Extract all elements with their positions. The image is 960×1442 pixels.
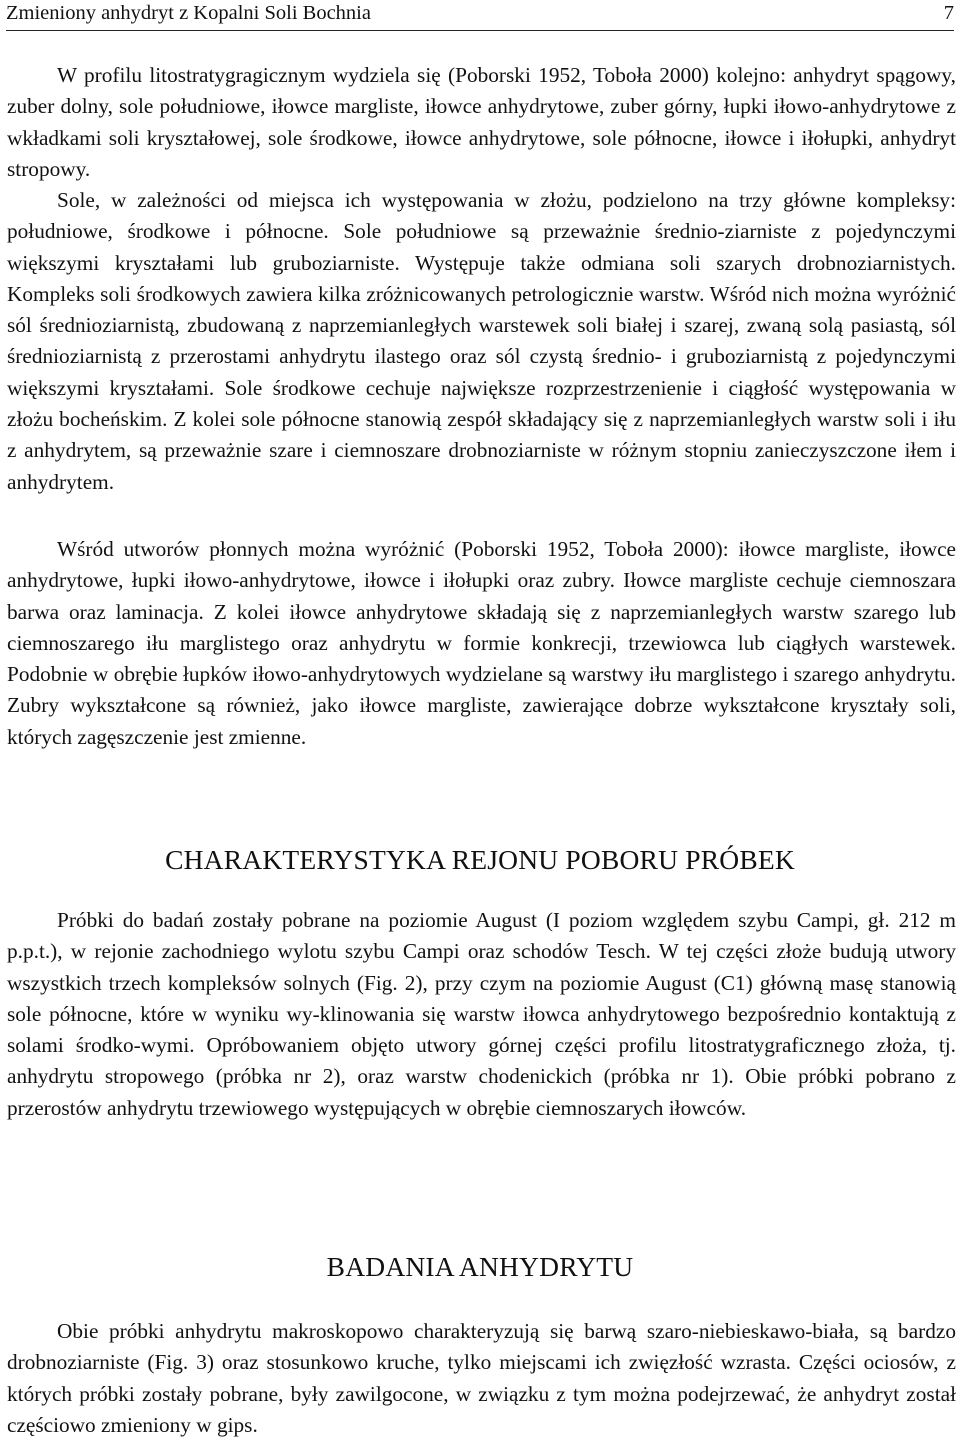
paragraph-text: Próbki do badań zostały pobrane na poziomie August (I poziom względem szybu Campi, gł. 212 m p.p.t.), w rejonie zachodniego wylotu szybu Campi oraz schodów Tesch. W tej części złoże budują utwory wszystkich trzech kompleksów solnych (Fig. 2), przy czym na poziomie August (C1) główną masę stanowią sole północne, które w wyniku wy-klinowania się warstw iłowca anhydrytowego bezpośrednio kontaktują z solami środko-wymi. Opróbowaniem objęto utwory górnej części profilu litostratygraficznego złoża, tj. anhydrytu stropowego (próbka nr 2), oraz warstw chodenickich (próbka nr 1). Obie próbki pobrano z przerostów anhydrytu trzewiowego występujących w obrębie ciemnoszarych iłowców. (7, 908, 956, 1120)
paragraph-lithostratigraphy (7, 60, 956, 185)
section-heading-anhydrite-study: BADANIA ANHYDRYTU (326, 1251, 634, 1282)
page-number: 7 (943, 2, 954, 24)
running-header (6, 0, 954, 31)
paragraph-salt-complexes (7, 185, 956, 498)
paragraph-text: Obie próbki anhydrytu makroskopowo charakteryzują się barwą szaro-niebieskawo-biała, są bardzo drobnoziarniste (Fig. 3) oraz stosunkowo kruche, tylko miejscami ich zwięzłość wzrasta. Części ociosów, z których próbki zostały pobrane, były zawilgocone, w związku z tym można podejrzewać, że anhydryt został częściowo zmieniony w gips. (7, 1319, 956, 1437)
paragraph-anhydrite-study (7, 1316, 956, 1441)
paragraph-sampling-area (7, 905, 956, 1124)
paragraph-text: W profilu litostratygragicznym wydziela się (Poborski 1952, Toboła 2000) kolejno: anhydryt spągowy, zuber dolny, sole południowe, iłowce margliste, iłowce anhydrytowe, zuber górny, łupki iłowo-anhydrytowe z wkładkami soli kryształowej, sole środkowe, iłowce anhydrytowe, sole północne, iłowce i iłołupki, anhydryt stropowy. (7, 63, 956, 181)
section-heading-sampling-area: CHARAKTERYSTYKA REJONU POBORU PRÓBEK (165, 844, 795, 875)
running-header-title: Zmieniony anhydryt z Kopalni Soli Bochnia (6, 2, 371, 24)
paragraph-barren-rocks (7, 534, 956, 753)
paragraph-text: Sole, w zależności od miejsca ich występowania w złożu, podzielono na trzy główne kompleksy: południowe, środkowe i północne. Sole południowe są przeważnie średnio-ziarniste z pojedynczymi większymi kryształami lub gruboziarniste. Występuje także odmiana soli szarych drobnoziarnistych. Kompleks soli środkowych zawiera kilka zróżnicowanych petrologicznie warstw. Wśród nich można wyróżnić sól średnioziarnistą, zbudowaną z naprzemianległych warstewek soli białej i szarej, zwaną solą pasiastą, sól średnioziarnistą z przerostami anhydrytu ilastego oraz sól czystą średnio- i gruboziarnistą z pojedynczymi większymi kryształami. Sole środkowe cechuje największe rozprzestrzenienie i ciągłość występowania w złożu bocheńskim. Z kolei sole północne stanowią zespół składający się z naprzemianległych warstw soli i iłu z anhydrytem, są przeważnie szare i ciemnoszare drobnoziarniste w różnym stopniu zanieczyszczone iłem i anhydrytem. (7, 188, 956, 494)
paragraph-text: Wśród utworów płonnych można wyróżnić (Poborski 1952, Toboła 2000): iłowce margliste, iłowce anhydrytowe, łupki iłowo-anhydrytowe, iłowce i iłołupki oraz zubry. Iłowce margliste cechuje ciemnoszara barwa oraz laminacja. Z kolei iłowce anhydrytowe składają się z naprzemianległych warstw szarego lub ciemnoszarego iłu marglistego oraz anhydrytu w formie konkrecji, trzewiowca lub ciągłych warstewek. Podobnie w obrębie łupków iłowo-anhydrytowych wydzielane są warstwy iłu marglistego i szarego anhydrytu. Zubry wykształcone są również, jako iłowce margliste, zawierające dobrze wykształcone kryształy soli, których zagęszczenie jest zmienne. (7, 537, 956, 749)
